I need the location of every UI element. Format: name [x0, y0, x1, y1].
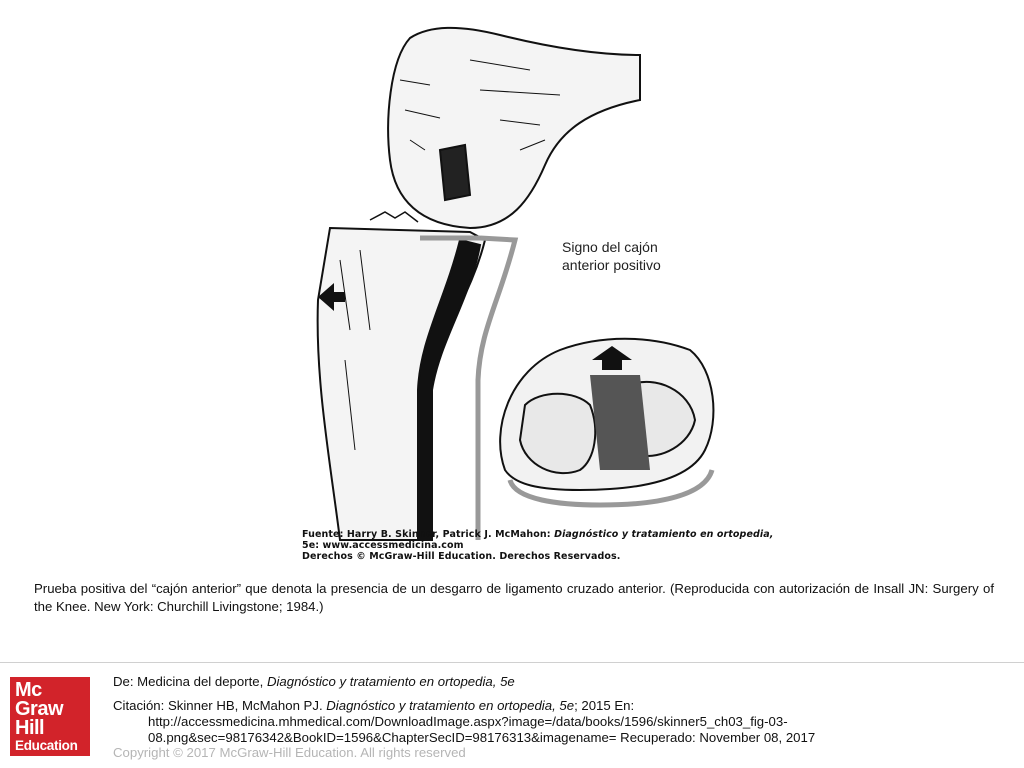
positive-anterior-drawer-label: [562, 238, 661, 274]
logo-line3: Hill: [15, 717, 45, 739]
citation: [113, 698, 913, 746]
mcgraw-hill-logo: [10, 677, 90, 756]
citation-prefix: Citación: Skinner HB, McMahon PJ.: [113, 698, 327, 713]
from-title: Diagnóstico y tratamiento en ortopedia, 5e: [266, 674, 515, 689]
figure-caption: Prueba positiva del “cajón anterior” que denota la presencia de un desgarro de ligamento cruzado anterior. (Reproducida con autorización de Insall JN: Surgery of the Knee. New York: Churchill Livingstone; 1984.): [34, 581, 994, 614]
sign-label-line1: Signo del cajón: [562, 239, 658, 255]
citation-title: Diagnóstico y tratamiento en ortopedia, 5e: [326, 698, 575, 713]
citation-url-line1[interactable]: http://accessmedicina.mhmedical.com/DownloadImage.aspx?image=/data/books/1596/skinner5_ch03_fig-03-: [148, 714, 788, 729]
source-book: [113, 674, 515, 689]
citation-url-line2[interactable]: 08.png&sec=98176342&BookID=1596&ChapterSecID=98176313&imagename= Recuperado: November 08, 2017: [148, 730, 816, 745]
from-prefix: De: Medicina del deporte,: [113, 674, 267, 689]
tibia-drawing: [318, 212, 515, 540]
logo-line4: Education: [15, 738, 78, 753]
knee-anterior-drawer-illustration: [290, 20, 750, 565]
citation-suffix: ; 2015 En:: [574, 698, 635, 713]
logo-line2: Graw: [15, 698, 64, 720]
femur-drawing: [388, 28, 640, 228]
source-line2: 5e: www.accessmedicina.com: [302, 540, 464, 551]
footer-divider: [0, 662, 1024, 663]
sign-label-line2: anterior positivo: [562, 257, 661, 273]
figure-source: [302, 529, 773, 562]
source-line3: Derechos © McGraw-Hill Education. Derechos Reservados.: [302, 551, 621, 562]
logo-line1: Mc: [15, 679, 42, 701]
source-title: Diagnóstico y tratamiento en ortopedia,: [554, 529, 774, 540]
source-prefix: Fuente: Harry B. Skinner, Patrick J. McMahon:: [302, 529, 555, 540]
copyright-notice: Copyright © 2017 McGraw-Hill Education. All rights reserved: [113, 745, 466, 760]
